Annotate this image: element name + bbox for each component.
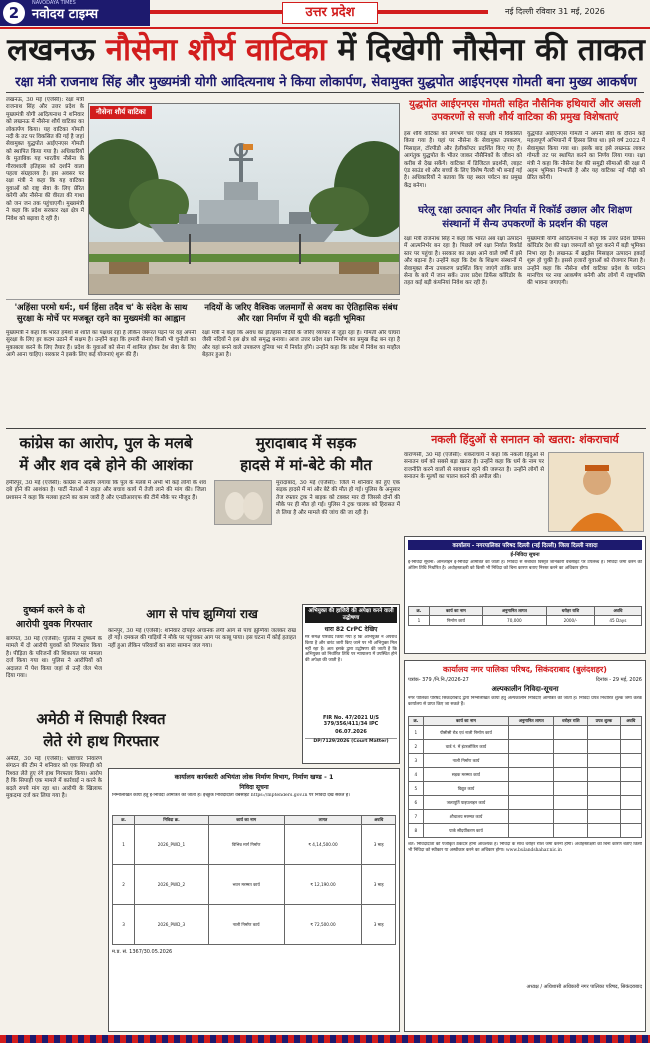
- notice4-footer: म.प्र. सं. 1367/30.05.2026: [112, 949, 173, 955]
- lead-side-headline2: घरेलू रक्षा उत्पादन और निर्यात में रिकॉर्ड उछाल और शिक्षण संस्थानों में सैन्य उपकरणों के प्रदर्शन की पहल: [418, 205, 632, 230]
- notice2-body: मेरे समक्ष परिवाद किया गया है कि अभियुक्त ने अपराध किया है और वारंट जारी किए जाने पर भी अभियुक्त मिल नहीं रहा है। अतः इसके द्वारा उद्घोषणा की जाती है कि अभियुक्त को निर्धारित तिथि पर न्यायालय में उपस्थित होने की अपेक्षा की जाती है।: [305, 635, 397, 664]
- notice4-title: कार्यालय कार्यकारी अभियंता लोक निर्माण विभाग, निर्माण खण्ड - 1: [174, 773, 334, 781]
- table-cell: ₹ 12,190.00: [284, 865, 362, 905]
- table-cell: 2026_PWD_1: [135, 825, 208, 865]
- lead-side-col3: रक्षा मंत्री राजनाथ सिंह ने कहा कि भारत अब रक्षा उत्पादन में आत्मनिर्भर बन रहा है। पिछले वर्ष रक्षा निर्यात रिकॉर्ड स्तर पर पहुंचा है। सरकार का लक्ष्य आने वाले वर्षों में इसे और बढ़ाना है। उन्होंने कहा कि देश के शिक्षण संस्थानों में सेवामुक्त सैन्य उपकरण प्रदर्शित किए जाएंगे ताकि छात्र सेना के बारे में जान सकें। उत्तर प्रदेश डिफेंस कॉरिडोर के तहत कई बड़ी कंपनियां निवेश कर रही हैं।: [404, 236, 522, 287]
- notice3-ref: पत्रांक- 379 /नि.नि./2026-27: [408, 677, 469, 683]
- table-cell: नाली निर्माण कार्य: [423, 754, 508, 768]
- table-cell: [620, 768, 641, 782]
- story8-headline: आग से पांच झुग्गियां राख: [146, 607, 258, 621]
- story3-body: रक्षा मंत्री ने कहा कि अवध का इतिहास नदियों के जरिए व्यापार से जुड़ा रहा है। गोमती और घाघरा जैसी नदियों ने इस क्षेत्र को समृद्ध बनाया। आज उत्तर प्रदेश रक्षा निर्माण का प्रमुख केंद्र बन रहा है और यहां बनने वाले उपकरण दुनिया भर में निर्यात होंगे। उन्होंने कहा कि प्रदेश में निवेश का माहौल बेहतर हुआ है।: [202, 330, 400, 359]
- table-row: [409, 726, 642, 740]
- story7-headline1: दुष्कर्म करने के दो: [23, 605, 85, 616]
- table-cell: [588, 810, 620, 824]
- story7-headline2: आरोपी युवक गिरफ्तार: [15, 619, 93, 630]
- table-header: कार्य का नाम: [208, 816, 284, 825]
- story4-body: हमीरपुर, 30 मई (एजेंसी): कांग्रेस ने आरोप लगाया कि पुल के मलबे में अभी भी कई लोगों के शव दबे होने की आशंका है। पार्टी नेताओं ने राहत और बचाव कार्य में तेजी लाने की मांग की। जिला प्रशासन ने कहा कि मलबा हटाने का काम जारी है और एनडीआरएफ की टीमें मौके पर मौजूद हैं।: [6, 480, 206, 501]
- table-header: अवधि: [362, 816, 396, 825]
- table-cell: 2026_PWD_3: [135, 905, 208, 945]
- accident-photo: [214, 480, 272, 525]
- table-row: [409, 740, 642, 754]
- lead-side-col2: युद्धपोत आईएनएस गोमती ने अपनी सेवा के दौरान कई महत्वपूर्ण अभियानों में हिस्सा लिया था। इसे वर्ष 2022 में सेवामुक्त किया गया था। इसके बाद इसे लखनऊ लाकर गोमती तट पर स्थापित करने का निर्णय लिया गया। रक्षा मंत्री ने कहा कि नौसेना देश की समुद्री सीमाओं की रक्षा में अहम भूमिका निभाती है और यह वाटिका नई पीढ़ी को प्रेरित करेगी।: [527, 131, 645, 182]
- table-row: [113, 865, 396, 905]
- court-proclamation: [302, 604, 400, 764]
- table-cell: सड़क मरम्मत कार्य: [423, 768, 508, 782]
- table-cell: [620, 810, 641, 824]
- story7-body: बागपत, 30 मई (एजेंसी): पुलिस ने दुष्कर्म के मामले में दो आरोपी युवकों को गिरफ्तार किया है। पीड़िता के परिजनों की शिकायत पर मामला दर्ज किया गया था। पुलिस ने आरोपियों को अदालत में पेश किया जहां से उन्हें जेल भेज दिया गया।: [6, 636, 102, 680]
- notice2-subtitle: धारा 82 CrPC देखिए: [324, 626, 378, 633]
- brand-small: NAVODAYA TIMES: [32, 0, 76, 6]
- notice2-title: अभियुक्त की हाजिरी की अपेक्षा करने वाली उद्घोषणा: [305, 607, 397, 623]
- story2-headline: 'अहिंसा परमो धर्म:, धर्म हिंसा तदैव च' के संदेश के साथ सुरक्षा के मोर्चे पर मजबूत रहने का मुख्यमंत्री का आह्वान: [14, 302, 188, 323]
- brand-name: नवोदय टाइम्स: [32, 7, 99, 22]
- table-header: प्रपत्र शुल्क: [588, 717, 620, 726]
- table-header: क्र.: [409, 717, 424, 726]
- story9-body: अमेठी, 30 मई (एजेंसी): भ्रष्टाचार निवारण संगठन की टीम ने शनिवार को एक सिपाही को रिश्वत लेते हुए रंगे हाथ गिरफ्तार किया। आरोप है कि सिपाही एक मामले में कार्रवाई न करने के बदले रुपये मांग रहा था। आरोपी के खिलाफ मुकदमा दर्ज कर लिया गया है।: [6, 756, 102, 800]
- table-header: अनुमानित लागत: [509, 717, 554, 726]
- table-header: अनुमानित लागत: [482, 607, 546, 616]
- table-cell: 45 Days: [594, 616, 641, 626]
- table-cell: पीसीसी रोड एवं नाली निर्माण कार्य: [423, 726, 508, 740]
- lead-headline: [6, 32, 646, 68]
- notice3-title: कार्यालय नगर पालिका परिषद, सिकंदराबाद (बुलंदशहर): [443, 665, 607, 674]
- story5-headline2: हादसे में मां-बेटे की मौत: [240, 456, 372, 474]
- notice3-sign: अध्यक्ष / अधिशासी अधिकारी नगर पालिका परिषद, सिकंदराबाद: [526, 984, 642, 990]
- table-header: कार्य का नाम: [429, 607, 482, 616]
- table-cell: 70,000: [482, 616, 546, 626]
- table-cell: [554, 726, 588, 740]
- lead-headline-part2: नौसेना शौर्य वाटिका: [105, 32, 327, 68]
- table-cell: [588, 782, 620, 796]
- table-cell: [588, 768, 620, 782]
- table-cell: [620, 824, 641, 838]
- table-cell: [588, 824, 620, 838]
- lead-body-col1: लखनऊ, 30 मई (एजेंसी): रक्षा मंत्री राजनाथ सिंह और उत्तर प्रदेश के मुख्यमंत्री योगी आदित्यनाथ ने शनिवार को लखनऊ में नौसेना शौर्य वाटिका का लोकार्पण किया। यह वाटिका गोमती नदी के तट पर विकसित की गई है जहां सेवामुक्त युद्धपोत आईएनएस गोमती को स्थापित किया गया है। अधिकारियों के मुताबिक यह भारतीय नौसेना के गौरवशाली इतिहास को दर्शाने वाला पहला संग्रहालय है। इस अवसर पर रक्षा मंत्री ने कहा कि यह वाटिका युवाओं को राष्ट्र सेवा के लिए प्रेरित करेगी और नौसेना की वीरता की गाथा को जन जन तक पहुंचाएगी। मुख्यमंत्री ने कहा कि प्रदेश सरकार रक्षा क्षेत्र में निवेश को बढ़ावा दे रही है।: [6, 97, 84, 222]
- notice3-date: दिनांक - 29 मई, 2026: [595, 677, 642, 683]
- table-cell: ₹ 72,500.00: [284, 905, 362, 945]
- table-cell: 3: [409, 754, 424, 768]
- divider: [6, 428, 646, 429]
- table-cell: 7: [409, 810, 424, 824]
- notice3-table: [408, 716, 642, 838]
- shankaracharya-photo: [548, 452, 644, 532]
- table-cell: [509, 726, 554, 740]
- table-cell: [509, 796, 554, 810]
- table-cell: नाली निर्माण कार्य: [208, 905, 284, 945]
- table-cell: विभिन्न मार्ग निर्माण: [208, 825, 284, 865]
- brand-bar: [0, 0, 150, 26]
- masthead-rule: [0, 27, 650, 29]
- table-cell: 1: [409, 726, 424, 740]
- table-row: [409, 768, 642, 782]
- notice3-body: नगर पालिका परिषद सिकंदराबाद द्वारा निम्नलिखित कार्यों हेतु अल्पकालीन निविदाएं आमंत्रित की जाती हैं। निविदा प्रपत्र निर्धारित शुल्क जमा करके कार्यालय से प्राप्त किए जा सकते हैं।: [408, 696, 642, 707]
- table-cell: [620, 754, 641, 768]
- story4-headline1: कांग्रेस का आरोप, पुल के मलबे: [19, 434, 193, 452]
- table-cell: 2000/-: [546, 616, 594, 626]
- table-header: धरोहर राशि: [546, 607, 594, 616]
- table-cell: 5: [409, 782, 424, 796]
- photo-label: नौसेना शौर्य वाटिका: [90, 106, 152, 119]
- masthead-stripe: [378, 10, 488, 14]
- table-row: [409, 754, 642, 768]
- table-header: क्र.: [113, 816, 135, 825]
- portrait-photo: [549, 453, 644, 532]
- table-cell: [554, 824, 588, 838]
- tender-notice-sikandrabad: [404, 660, 646, 1032]
- divider: [6, 299, 400, 300]
- notice2-date: 06.07.2026: [335, 729, 367, 735]
- table-cell: 2026_PWD_2: [135, 865, 208, 905]
- table-cell: पार्क सौंदर्यीकरण कार्य: [423, 824, 508, 838]
- table-cell: 3 माह: [362, 825, 396, 865]
- table-row: [409, 796, 642, 810]
- lead-headline-part3: में दिखेगी नौसेना की ताकत: [337, 32, 645, 68]
- bottom-border: [0, 1035, 650, 1043]
- notice1-body: ई-निविदा सूचना: ऑनलाइन ई-निविदा आमंत्रित की जाती है। निविदा से संबंधित विस्तृत जानकारी वेबसाइट पर उपलब्ध है। निविदा जमा करने की अंतिम तिथि निर्धारित है। अधोहस्ताक्षरी को किसी भी निविदा को बिना कारण बताए निरस्त करने का अधिकार होगा।: [408, 560, 642, 571]
- table-cell: [620, 796, 641, 810]
- table-cell: [509, 768, 554, 782]
- warship-park-photo: [89, 104, 400, 295]
- table-header: कार्य का नाम: [423, 717, 508, 726]
- lead-headline-part1: लखनऊ: [7, 32, 95, 68]
- table-header: लागत: [284, 816, 362, 825]
- table-cell: [588, 740, 620, 754]
- table-row: [409, 824, 642, 838]
- table-cell: निर्माण कार्य: [429, 616, 482, 626]
- table-cell: 3: [113, 905, 135, 945]
- story8-body: कानपुर, 30 मई (एजेंसी): शनिवार दोपहर अचानक लगी आग से पांच झुग्गियां जलकर राख हो गईं। दमकल की गाड़ियों ने मौके पर पहुंचकर आग पर काबू पाया। इस घटना में कोई हताहत नहीं हुआ लेकिन परिवारों का सारा सामान जल गया।: [108, 628, 296, 649]
- lead-side-col1: इस शौर्य वाटिका को लगभग चार एकड़ क्षेत्र में विकसित किया गया है। यहां पर नौसेना के सेवामुक्त उपकरण, मिसाइल, टॉरपीडो और हेलीकॉप्टर प्रदर्शित किए गए हैं। आगंतुक युद्धपोत के भीतर जाकर नौसैनिकों के जीवन को करीब से देख सकेंगे। वाटिका में डिजिटल प्रदर्शनी, लाइट एंड साउंड शो और बच्चों के लिए विशेष गैलरी भी बनाई गई है। अधिकारियों ने बताया कि यह स्थल पर्यटन का प्रमुख केंद्र बनेगा।: [404, 131, 522, 189]
- notice1-table: [408, 606, 642, 626]
- notice4-subtitle: निविदा सूचना: [239, 784, 269, 791]
- feet-photo: [215, 481, 272, 525]
- table-row: [113, 905, 396, 945]
- table-cell: 2: [113, 865, 135, 905]
- table-cell: [554, 754, 588, 768]
- tender-notice-1: [404, 536, 646, 654]
- table-cell: [554, 768, 588, 782]
- table-cell: [554, 810, 588, 824]
- table-cell: [509, 810, 554, 824]
- table-cell: 1: [113, 825, 135, 865]
- table-cell: [554, 796, 588, 810]
- table-cell: 4: [409, 768, 424, 782]
- table-cell: [588, 796, 620, 810]
- pwd-tender-notice: [108, 768, 400, 1032]
- notice1-subtitle: ई-निविदा सूचना: [510, 552, 540, 558]
- notice4-table: [112, 815, 396, 945]
- section-title: उत्तर प्रदेश: [282, 2, 378, 24]
- story6-body: वाराणसी, 30 मई (एजेंसी): शंकराचार्य ने कहा कि नकली हिंदुओं से सनातन धर्म को सबसे बड़ा खतरा है। उन्होंने कहा कि धर्म के नाम पर राजनीति करने वालों से सावधान रहने की जरूरत है। उन्होंने लोगों से सनातन के मूल्यों का पालन करने की अपील की।: [404, 452, 544, 481]
- notice2-case: FIR No. 47/2021 U/S 379/356/411/34 IPC: [322, 715, 380, 727]
- story3-headline: नदियों के जरिए वैश्विक जलमार्गों से अवध का ऐतिहासिक संबंध और रक्षा निर्माण में यूपी की बढ़ती भूमिका: [204, 302, 398, 323]
- masthead: [0, 0, 650, 30]
- table-cell: [509, 824, 554, 838]
- notice3-terms: शर्तें: निविदादाता को पंजीकृत ठेकेदार होना आवश्यक है। निविदा के साथ धरोहर राशि जमा करनी होगी। अधोहस्ताक्षरी को बिना कारण बताए किसी भी निविदा को स्वीकार या अस्वीकार करने का अधिकार होगा। www.bulandshahar.nic.in: [408, 842, 642, 853]
- story9-headline2: लेते रंगे हाथ गिरफ्तार: [43, 732, 159, 750]
- table-row: [409, 810, 642, 824]
- story9-headline1: अमेठी में सिपाही रिश्वत: [36, 710, 166, 728]
- notice3-subtitle: अल्पकालीन निविदा-सूचना: [491, 685, 559, 693]
- table-header: क्र.: [409, 607, 430, 616]
- table-cell: 1: [409, 616, 430, 626]
- table-cell: [620, 782, 641, 796]
- story4-headline2: में और शव दबे होने की आशंका: [19, 456, 193, 474]
- table-cell: जलापूर्ति पाइपलाइन कार्य: [423, 796, 508, 810]
- table-cell: [620, 726, 641, 740]
- notice4-body: निम्नलिखित कार्यों हेतु ई-निविदा आमंत्रित की जाती है। इच्छुक निविदादाता वेबसाइट https://mptenders.gov.in पर निविदा देख सकते हैं।: [112, 793, 350, 798]
- table-cell: [554, 740, 588, 754]
- table-header: निविदा क्र.: [135, 816, 208, 825]
- lead-subhead: रक्षा मंत्री राजनाथ सिंह और मुख्यमंत्री योगी आदित्यनाथ ने किया लोकार्पण, सेवामुक्त युद्धपोत आईएनएस गोमती बना मुख्य आकर्षण: [15, 75, 637, 90]
- story6-headline: नकली हिंदुओं से सनातन को खतरा: शंकराचार्य: [431, 433, 619, 446]
- lead-photo: [88, 103, 400, 295]
- table-cell: [509, 754, 554, 768]
- table-row: [113, 825, 396, 865]
- table-cell: वार्ड नं. में इंटरलॉकिंग कार्य: [423, 740, 508, 754]
- story2-body: मुख्यमंत्री ने कहा कि भारत हमेशा से शांति का पक्षधर रहा है लेकिन जरूरत पड़ने पर वह अपनी सुरक्षा के लिए हर कदम उठाने में सक्षम है। उन्होंने कहा कि हमारी सेनाएं किसी भी चुनौती का मुकाबला करने के लिए तैयार हैं। प्रदेश के युवाओं को सेना में शामिल होकर देश सेवा के लिए आगे आना चाहिए। सरकार ने इसके लिए कई योजनाएं शुरू की हैं।: [6, 330, 196, 359]
- table-row: [409, 616, 642, 626]
- table-cell: 6: [409, 796, 424, 810]
- story5-headline1: मुरादाबाद में सड़क: [255, 434, 357, 452]
- table-cell: भवन मरम्मत कार्य: [208, 865, 284, 905]
- table-cell: ₹ 4,14,500.00: [284, 825, 362, 865]
- dateline: नई दिल्ली रविवार 31 मई, 2026: [505, 7, 605, 16]
- table-row: [409, 782, 642, 796]
- table-cell: [588, 754, 620, 768]
- table-cell: शौचालय मरम्मत कार्य: [423, 810, 508, 824]
- table-header: अवधि: [620, 717, 641, 726]
- table-cell: 2: [409, 740, 424, 754]
- lead-side-headline: युद्धपोत आईएनएस गोमती सहित नौसैनिक हथियारों और असली उपकरणों से सजी शौर्य वाटिका की प्रमुख विशेषताएं: [409, 99, 641, 123]
- table-cell: 3 माह: [362, 905, 396, 945]
- table-cell: [588, 726, 620, 740]
- table-cell: [554, 782, 588, 796]
- divider: [6, 92, 644, 93]
- notice2-footer: DP/7129/2026 (Court Matter): [305, 738, 397, 744]
- lead-side-col4: मुख्यमंत्री योगी आदित्यनाथ ने कहा कि उत्तर प्रदेश डिफेंस कॉरिडोर देश की रक्षा जरूरतों को पूरा करने में बड़ी भूमिका निभा रहा है। लखनऊ में ब्रह्मोस मिसाइल उत्पादन इकाई शुरू हो चुकी है। इससे हजारों युवाओं को रोजगार मिला है। उन्होंने कहा कि नौसेना शौर्य वाटिका प्रदेश के पर्यटन मानचित्र पर नया आकर्षण बनेगी और लोगों में राष्ट्रभक्ति की भावना जगाएगी।: [527, 236, 645, 287]
- table-header: धरोहर राशि: [554, 717, 588, 726]
- notice1-title: कार्यालय - नगरपालिका परिषद दिल्ली (नई दिल्ली) जिला दिल्ली नवादा: [408, 540, 642, 550]
- story5-body: मुरादाबाद, 30 मई (एजेंसी): जिले में शनिवार को हुए एक सड़क हादसे में मां और बेटे की मौत हो गई। पुलिस के अनुसार तेज रफ्तार ट्रक ने बाइक को टक्कर मार दी जिससे दोनों की मौके पर ही मौत हो गई। पुलिस ने ट्रक चालक को हिरासत में ले लिया है और मामले की जांच की जा रही है।: [276, 480, 400, 516]
- table-cell: [509, 782, 554, 796]
- table-cell: [509, 740, 554, 754]
- table-cell: 8: [409, 824, 424, 838]
- table-cell: विद्युत कार्य: [423, 782, 508, 796]
- table-cell: [620, 740, 641, 754]
- page-number: 2: [3, 2, 25, 24]
- table-cell: 3 माह: [362, 865, 396, 905]
- table-header: अवधि: [594, 607, 641, 616]
- notice3-refline: [408, 677, 642, 683]
